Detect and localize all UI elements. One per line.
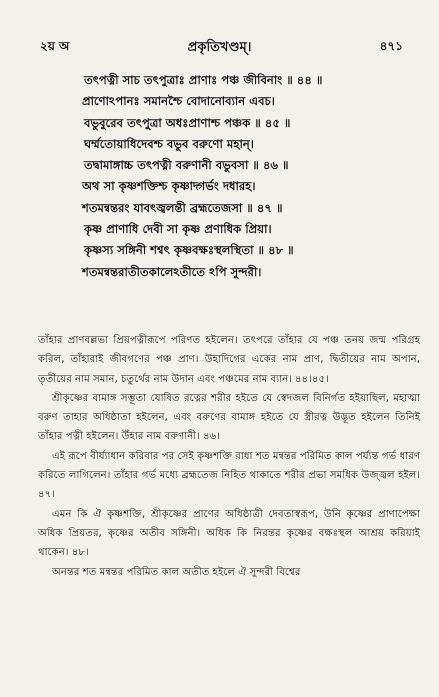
page-number: ৪৭১ — [379, 39, 403, 53]
verse-line: কৃষ্ণ প্রাণাধি দেবী সা কৃষ্ণ প্রণাধিক প্রিয়া। — [84, 222, 272, 237]
verse-line: তদ্বামাঙ্গাচ্চ তৎপত্নী বরুণানী বভুবসা ॥ ৪৬ ॥ — [84, 158, 289, 173]
commentary-paragraph: তাঁহার প্রাণবল্লভা প্রিয়পত্নীরূপে পরিণত হইলেন। তৎপরে তাঁহার যে পঞ্চ তনয় জন্ম পরিগ্রহ করিল, তাঁহারাই জীবগণের পঞ্চ প্রাণ। উহাদিগের একের নাম প্রাণ, দ্বিতীয়ের নাম অপান, তৃতীয়ের নাম সমান, চতুর্থের নাম উদান এবং পঞ্চমের নাম ব্যান। ৪৪।৪৫। — [38, 335, 420, 385]
commentary-paragraph: অনন্তর শত মন্বন্তর পরিমিত কাল অতীত হইলে ঐ সুন্দরী বিশ্বের — [52, 566, 301, 578]
verse-line: প্রাণোঽপানঃ সমানশ্চৈ বোদানোব্যান এবচ। — [82, 94, 275, 109]
verse-line: তৎপত্নী সাচ তৎপুত্রাঃ প্রাণাঃ পঞ্চ জীবিনাং ॥ ৪৪ ॥ — [84, 73, 323, 87]
verse-line: অথ সা কৃষ্ণশক্তিশ্চ কৃষ্ণাদ্গর্ভং দধারহ। — [82, 179, 256, 194]
commentary-paragraph: শ্রীকৃষ্ণের বামাঙ্গ সম্ভূতা যোষিত রত্নের শরীর হইতে যে স্বেদজল বিনির্গত হইয়াছিল, মহাত্মা বরুণ তাহার অধিষ্ঠাতা হইলেন, এবং বরুণের বামাঙ্গ হইতে যে স্ত্রীরত্ন উদ্ভূত হইলেন তিনিই তাঁহার পত্নী হইলেন। উঁহার নাম বরুণানী। ৪৬। — [38, 392, 420, 443]
verse-line: বভুবুরেব তৎপুত্রা অধঃপ্রাণাশ্চ পঞ্চক ॥ ৪৫ ॥ — [84, 115, 291, 130]
chapter-label: ২য় অ — [40, 39, 70, 53]
verse-line: কৃষ্ণস্য সঙ্গিনী শশ্বৎ কৃষ্ণবক্ষঃস্থলস্থিতা ॥ ৪৮ ॥ — [84, 243, 294, 258]
page-header — [0, 38, 439, 60]
verse-line: ঘর্ম্মতোয়াধিদেবশ্চ বভুব বরুণো মহান্। — [84, 136, 254, 151]
page-title: প্রকৃতিখণ্ডম্। — [187, 40, 252, 55]
verse-line: শতমন্বন্তরাতীতকালেঽতীতে ঽপি সুন্দরী। — [82, 264, 262, 279]
verse-line: শতমন্বন্তরং যাবৎজ্বলন্তী ব্রহ্মতেজসা ॥ ৪৭ ॥ — [82, 200, 283, 215]
commentary-paragraph: এই রূপে বীর্য্যাধান করিবার পর সেই কৃষ্ণশক্তি রাধা শত মন্বন্তর পরিমিত কাল পর্য্যন্ত গর্ভ ধারণ করিতে লাগিলেন। তাঁহার গর্ভ মধ্যে ব্রহ্মতেজ নিহিত থাকাতে শরীর প্রভা সমধিক উজ্জ্বল হইল। ৪৭। — [38, 450, 420, 501]
bengali-commentary — [38, 331, 420, 582]
commentary-paragraph: এমন কি ঐ কৃষ্ণশক্তি, শ্রীকৃষ্ণের প্রাণের অধিষ্ঠাত্রী দেবতাস্বরূপ, উনি কৃষ্ণের প্রাণাপেক্ষা অধিক প্রিয়তর, কৃষ্ণের অতীব সঙ্গিনী। অধিক কি নিরন্তর কৃষ্ণের বক্ষঃস্থল আশ্রয় করিয়াই থাকেন। ৪৮। — [38, 508, 420, 559]
sanskrit-verses — [0, 70, 439, 283]
